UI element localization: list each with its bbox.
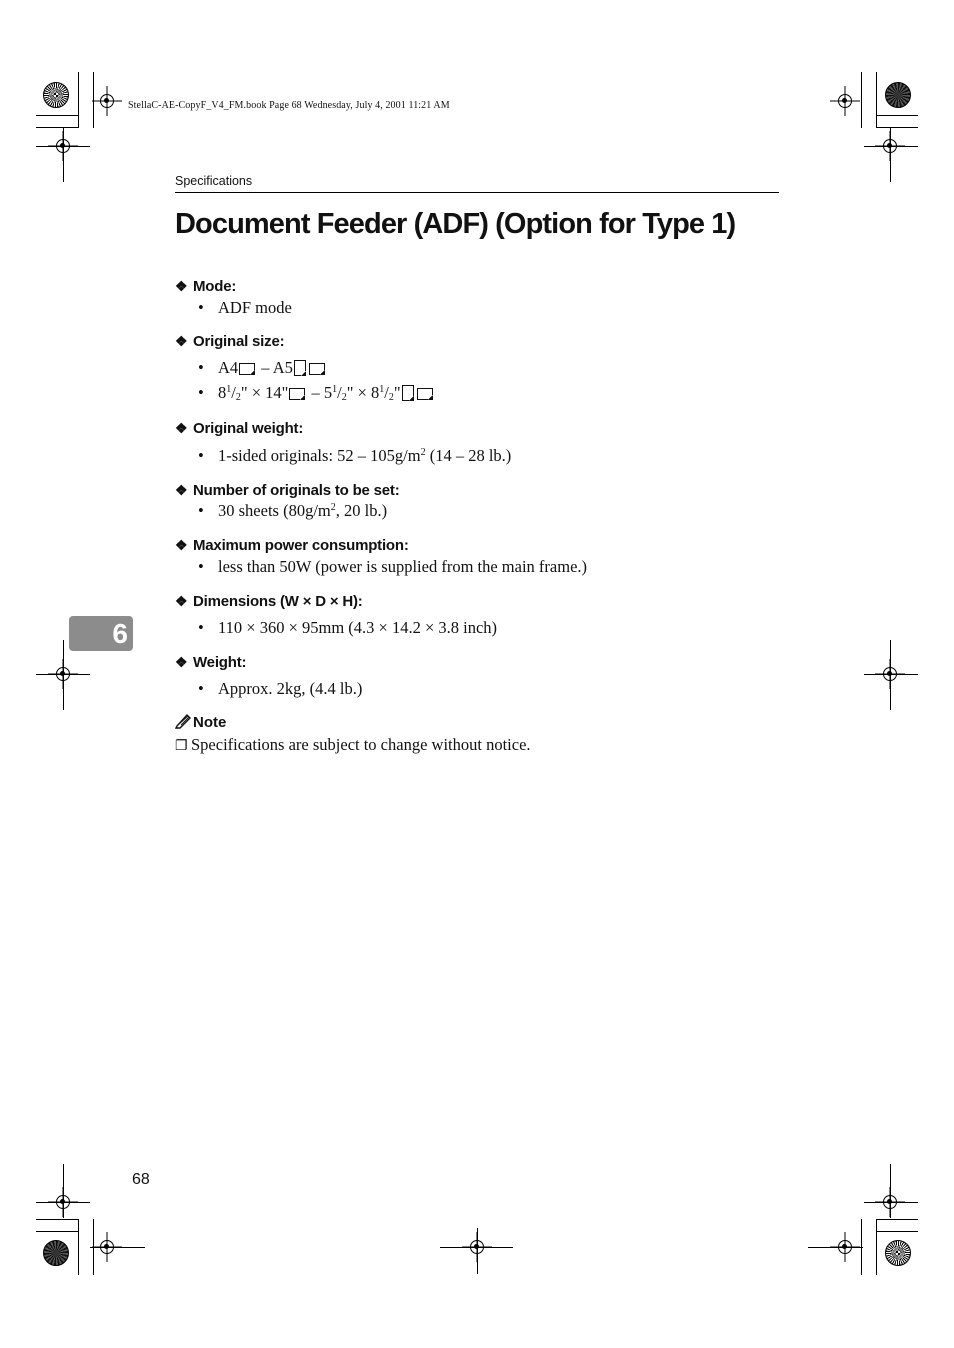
color-target-icon: [43, 1240, 69, 1266]
registration-mark-icon: [838, 94, 852, 108]
diamond-bullet-icon: ❖: [175, 278, 188, 294]
section-original-size: [175, 333, 284, 350]
header-rule: [175, 192, 779, 193]
section-original-weight: [175, 420, 303, 437]
list-item: • $8^1/_2$" × 14" – $5^1/_2$" × $8^1/_2$": [198, 383, 435, 403]
paper-portrait-icon: [294, 360, 306, 376]
section-mode: [175, 278, 236, 295]
note-item: ❐ Specifications are subject to change without notice.: [175, 735, 531, 754]
note-heading: Note: [175, 713, 226, 731]
section-heading: Original weight:: [193, 420, 304, 437]
pencil-icon: [175, 713, 193, 729]
list-item: • 1-sided originals: $52 - 105g/m^2$ (14 – 28 lb.): [198, 446, 512, 465]
color-target-icon: [885, 82, 911, 108]
color-target-icon: [43, 82, 69, 108]
paper-landscape-icon: [417, 388, 433, 400]
diamond-bullet-icon: ❖: [175, 654, 188, 670]
diamond-bullet-icon: ❖: [175, 537, 188, 553]
diamond-bullet-icon: ❖: [175, 420, 188, 436]
section-heading: Original size:: [193, 333, 285, 350]
section-heading: Weight:: [193, 654, 247, 671]
running-head: Specifications: [175, 174, 253, 188]
paper-landscape-icon: [309, 363, 325, 375]
list-item: • 30 sheets ($80g/m^2$, 20 lb.): [198, 501, 388, 520]
section-maximum-power: [175, 537, 409, 554]
paper-portrait-icon: [402, 385, 414, 401]
list-item: • Approx. 2kg, (4.4 lb.): [198, 679, 363, 698]
section-dimensions: [175, 593, 363, 610]
chapter-tab: 6: [69, 616, 133, 651]
paper-landscape-icon: [289, 388, 305, 400]
paper-landscape-icon: [239, 363, 255, 375]
list-item: • ADF mode: [198, 298, 292, 317]
list-item: • 110 × 360 × 95mm (4.3 × 14.2 × 3.8 inch): [198, 618, 498, 637]
section-heading: Number of originals to be set:: [193, 482, 400, 499]
checkbox-icon: ❐: [175, 739, 188, 754]
color-target-icon: [885, 1240, 911, 1266]
section-heading: Maximum power consumption:: [193, 537, 409, 554]
section-heading: Dimensions (W × D × H):: [193, 593, 363, 610]
section-weight: [175, 654, 246, 671]
diamond-bullet-icon: ❖: [175, 593, 188, 609]
section-heading: Mode:: [193, 278, 237, 295]
page-number: 68: [132, 1171, 150, 1188]
section-number-of-originals: [175, 482, 400, 499]
diamond-bullet-icon: ❖: [175, 333, 188, 349]
file-info: StellaC-AE-CopyF_V4_FM.book Page 68 Wednesday, July 4, 2001 11:21 AM: [128, 100, 450, 111]
list-item: • A4 – A5: [198, 358, 327, 378]
registration-mark-icon: [100, 94, 114, 108]
page-title: Document Feeder (ADF) (Option for Type 1): [175, 208, 736, 240]
diamond-bullet-icon: ❖: [175, 482, 188, 498]
list-item: • less than 50W (power is supplied from the main frame.): [198, 557, 588, 576]
